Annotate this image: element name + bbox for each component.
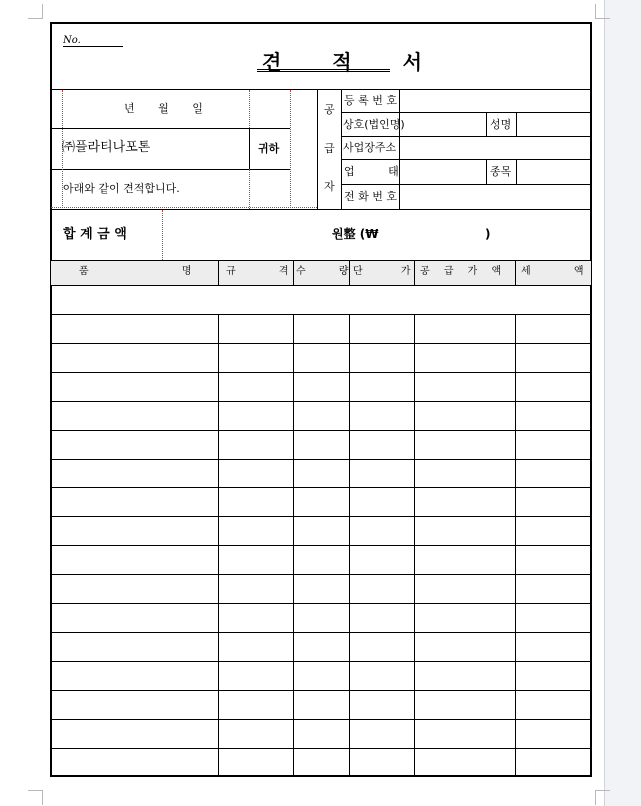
date-row-bottom bbox=[51, 128, 249, 129]
company-name-label: 상호(법인명) bbox=[343, 118, 405, 131]
table-row bbox=[51, 632, 591, 633]
supplier-row-2 bbox=[341, 136, 591, 137]
column-header-spec: 규 격 bbox=[226, 266, 289, 277]
table-row bbox=[51, 516, 591, 517]
date-label: 년 월 일 bbox=[124, 102, 203, 115]
table-row bbox=[51, 603, 591, 604]
total-amount-label: 합 계 금 액 bbox=[63, 227, 127, 242]
column-header-supply-amount: 공 급 가 액 bbox=[420, 266, 502, 277]
info-bottom bbox=[51, 209, 591, 210]
guide-total-left bbox=[162, 210, 163, 260]
table-row bbox=[51, 661, 591, 662]
guide-bottom bbox=[51, 207, 317, 208]
guide-right bbox=[290, 90, 291, 208]
table-row bbox=[51, 401, 591, 402]
column-header-quantity: 수 량 bbox=[296, 266, 349, 277]
column-divider bbox=[515, 260, 516, 285]
crop-mark-top-left bbox=[28, 4, 43, 19]
supplier-label-1: 공 bbox=[324, 103, 335, 116]
crop-mark-bottom-left bbox=[28, 790, 43, 805]
name-label-left bbox=[486, 112, 487, 136]
greeting-text: 아래와 같이 견적합니다. bbox=[63, 182, 180, 195]
header-divider bbox=[51, 89, 591, 90]
page-title: 견 적 서 bbox=[262, 50, 444, 74]
table-row bbox=[51, 719, 591, 720]
recipient-name: ㈜플라티나포톤 bbox=[62, 140, 151, 155]
crop-mark-top-right bbox=[595, 4, 610, 19]
supplier-value-divider bbox=[399, 89, 400, 209]
business-address-label: 사업장주소 bbox=[343, 141, 397, 154]
supplier-row-4 bbox=[341, 184, 591, 185]
column-divider bbox=[349, 260, 350, 285]
item-label-left bbox=[486, 159, 487, 184]
supplier-label-2: 급 bbox=[324, 142, 335, 155]
table-row bbox=[51, 748, 591, 749]
table-row bbox=[51, 314, 591, 315]
table-row bbox=[51, 545, 591, 546]
guide-mid-lower bbox=[249, 169, 250, 209]
title-underline bbox=[257, 69, 390, 72]
supplier-label-3: 자 bbox=[324, 180, 335, 193]
supplier-row-3 bbox=[341, 159, 591, 160]
total-close-paren: ) bbox=[485, 227, 491, 241]
representative-label: 성명 bbox=[490, 118, 512, 131]
table-row bbox=[51, 459, 591, 460]
business-type-label: 업 태 bbox=[344, 165, 399, 178]
left-block-divider bbox=[249, 128, 250, 169]
registration-number-label: 등 록 번 호 bbox=[344, 94, 397, 107]
name-label-right bbox=[516, 112, 517, 136]
window-scrollbar-area bbox=[604, 0, 641, 806]
table-header-bottom bbox=[51, 285, 591, 286]
item-label-right bbox=[516, 159, 517, 184]
column-header-item: 품 명 bbox=[79, 266, 192, 277]
column-header-unit-price: 단 가 bbox=[353, 266, 411, 277]
table-row bbox=[51, 574, 591, 575]
business-item-label: 종목 bbox=[490, 165, 512, 178]
supplier-row-1 bbox=[341, 112, 591, 113]
supplier-left bbox=[317, 89, 318, 209]
phone-number-label: 전 화 번 호 bbox=[344, 190, 397, 203]
table-row bbox=[51, 487, 591, 488]
crop-mark-bottom-right bbox=[595, 790, 610, 805]
column-divider bbox=[414, 260, 415, 285]
table-row bbox=[51, 690, 591, 691]
table-row bbox=[51, 343, 591, 344]
guide-mid bbox=[249, 90, 250, 128]
honorific-top bbox=[249, 128, 290, 129]
column-divider bbox=[218, 260, 219, 285]
document-number-label: No. bbox=[63, 35, 81, 46]
total-currency-text: 원整 (₩ bbox=[332, 227, 379, 241]
honorific-label: 귀하 bbox=[258, 142, 280, 155]
honorific-bottom bbox=[249, 169, 290, 170]
recipient-row-bottom bbox=[51, 169, 249, 170]
table-row bbox=[51, 372, 591, 373]
column-divider bbox=[293, 260, 294, 285]
supplier-label-divider bbox=[341, 89, 342, 209]
column-header-tax: 세 액 bbox=[521, 266, 584, 277]
table-row bbox=[51, 430, 591, 431]
document-number-underline bbox=[63, 46, 123, 47]
